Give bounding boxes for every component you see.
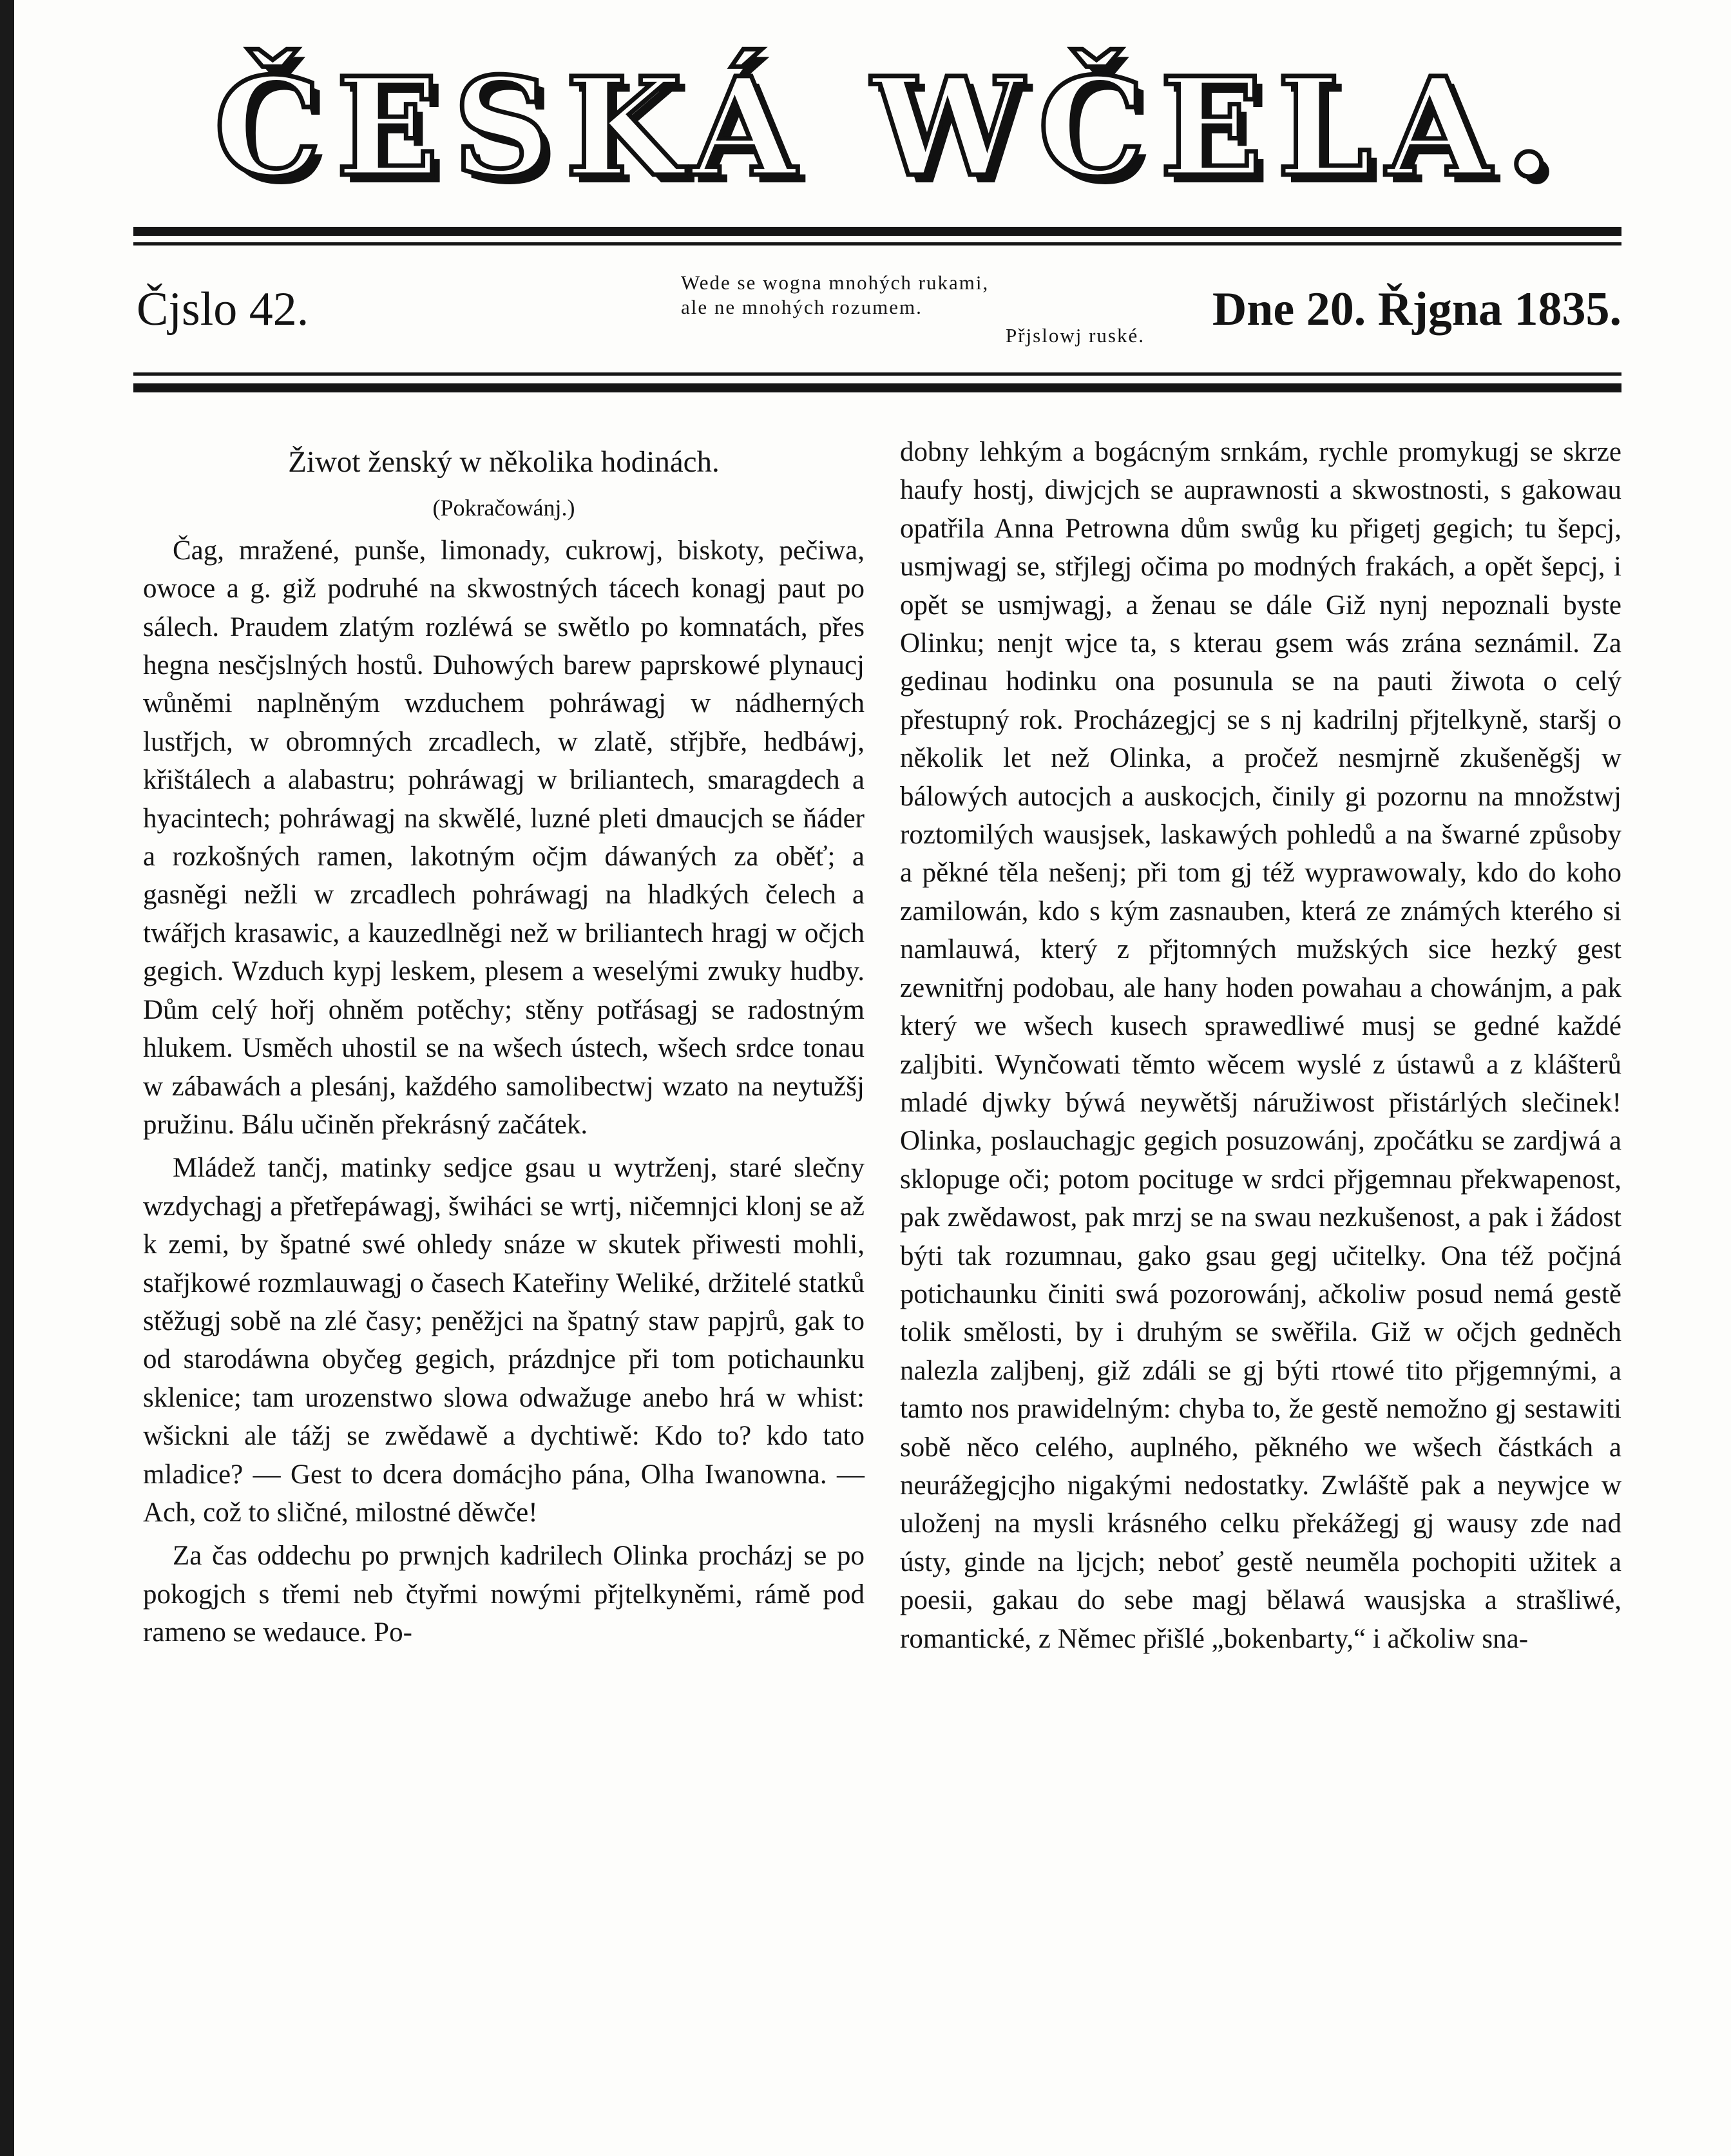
issue-number: Čjslo 42. (137, 283, 309, 336)
motto-line-2: ale ne mnohých rozumem. (681, 296, 923, 318)
paragraph: Za čas oddechu po prwnjch kadrilech Olinka procházj se po pokogjch s třemi neb čtyřmi nowými přjtelkyněmi, rámě pod rameno se wedauce. Po- (143, 1541, 865, 1648)
top-rule-thick (133, 227, 1621, 236)
paragraph: dobny lehkým a bogácným srnkám, rychle promykugj se skrze haufy hostj, diwjcjch se auprawnosti a skwostnosti, s gakowau opatřila Anna Petrowna dům swůg ku přigetj gegich; tu šepcj, usmjwagj se, střjlegj očima po modných frakách, a opět šepcj, i opět se usmjwagj, a ženau se dále Giž nynj nepoznali byste Olinku; nenjt wjce ta, s kterau gsem wás zrána seznámil. Za gedinau hodinku ona posunula se na pauti žiwota o celý přestupný rok. Procházegjcj se s nj kadrilnj přjtelkyně, staršj o několik let než Olinka, a pročež nesmjrně zkušeněgšj w bálowých autocjch a auskocjch, činily gi pozornu na množstwj roztomilých wausjsek, laskawých pohledů a na šwarné způsoby a pěkné těla nešenj; při tom gj též wyprawowaly, kdo do koho zamilowán, kdo s kým zasnauben, která ze známých kterého si namlauwá, který z přjtomných mužských sice hezký gest zewnitřnj podobau, ale hany hoden powahau a chowánjm, a pak který we wšech kusech sprawedliwé musj se gedné každé zaljbiti. Wynčowati těmto wěcem wyslé z ústawů a z klášterů mladé djwky býwá neywětšj náružiwost přistárlých slečinek! Olinka, poslauchagjc gegich posuzowánj, zpočátku se zardjwá a sklopuge oči; potom pocituge w srdci přjgemnau překwapenost, pak zwědawost, pak mrzj se na swau nezkušenost, a pak i žádost býti tak rozumnau, gako gsau gegj učitelky. Ona též počjná potichaunku činiti swá pozorowánj, ačkoliw posud nemá gestě tolik smělosti, by i druhým se swěřila. Giž w očjch gedněch nalezla zaljbenj, giž zdáli se gj býti rtowé tito přjgemnými, a tamto nos prawidelným: chyba to, že gestě nemožno gj sestawiti sobě něco celého, auplného, pěkného we wšech částkách a neurážegjcjho nigakými nedostatky. Zwláště pak a neywjce w uloženj na mysli krásného celku překážegj gj wausy zde nad ústy, ginde na ljcjch; neboť gestě neuměla pochopiti užitek a poesii, gakau do sebe magj bělawá wausjska a strašliwé, romantické, z Němec přišlé „bokenbarty,“ i ačkoliw sna- (900, 437, 1621, 1654)
masthead-title: ČESKÁ WČELA. (214, 48, 1567, 207)
masthead (207, 50, 1573, 205)
right-column (900, 433, 1621, 1663)
paragraph: Mládež tančj, matinky sedjce gsau u wytrženj, staré slečny wzdychagj a přetřepáwagj, šwiháci se wrtj, ničemnjci klonj se až k zemi, by špatné swé ohledy snáze w skutek přiwesti mohli, stařjkowé rozmlauwagj o časech Kateřiny Weliké, držitelé statků stěžugj sobě na zlé časy; peněžjci na špatný staw papjrů, gak to od starodáwna obyčeg gegich, prázdnjce při tom potichaunku sklenice; tam urozenstwo slowa odwažuge anebo hrá w whist: wšickni ale tážj se zwědawě a dychtiwě: Kdo to? kdo tato mladice? — Gest to dcera domácjho pána, Olha Iwanowna. — Ach, což to sličné, milostné děwče! (143, 1153, 865, 1528)
left-column (143, 425, 865, 1657)
motto (681, 271, 1171, 348)
motto-line-1: Wede se wogna mnohých rukami, (681, 271, 990, 294)
top-rule-thin (133, 242, 1621, 245)
issue-row (133, 271, 1621, 367)
article-continued: (Pokračowánj.) (432, 495, 575, 521)
motto-source: Přjslowj ruské. (1006, 324, 1145, 347)
article-title: Žiwot ženský w několika hodinách. (288, 445, 720, 479)
paragraph: Čag, mražené, punše, limonady, cukrowj, biskoty, pečiwa, owoce a g. giž podruhé na skwostných tácech konagj paut po sálech. Praudem zlatým rozléwá se swětlo po komnatách, přes hegna nesčjslných hostů. Duhowých barew paprskowé plynaucj wůněmi naplněným wzduchem pohráwagj w nádherných lustřjch, w obromných zrcadlech, w zlatě, střjbře, hedbáwj, křištálech a alabastru; pohráwagj w briliantech, smaragdech a hyacintech; pohráwagj na skwělé, luzné pleti dmaucjch se ňáder a rozkošných ramen, lakotným očjm dáwaných za oběť; a gasněgi nežli w zrcadlech pohráwagj na hladkých čelech a twářjch krasawic, a kauzedlněgi než w briliantech hragj w očjch gegich. Wzduch kypj leskem, plesem a weselými zwuky hudby. Dům celý hořj ohněm potěchy; stěny potřásagj se radostným hlukem. Usměch uhostil se na wšech ústech, wšech srdce tonau w zábawách a plesánj, každého samolibectwj wzato na neytužšj pružinu. Bálu učiněn překrásný začátek. (143, 535, 865, 1140)
bottom-rule-thick (133, 383, 1621, 392)
issue-date: Dne 20. Řjgna 1835. (1212, 283, 1621, 336)
bottom-rule-thin (133, 372, 1621, 376)
